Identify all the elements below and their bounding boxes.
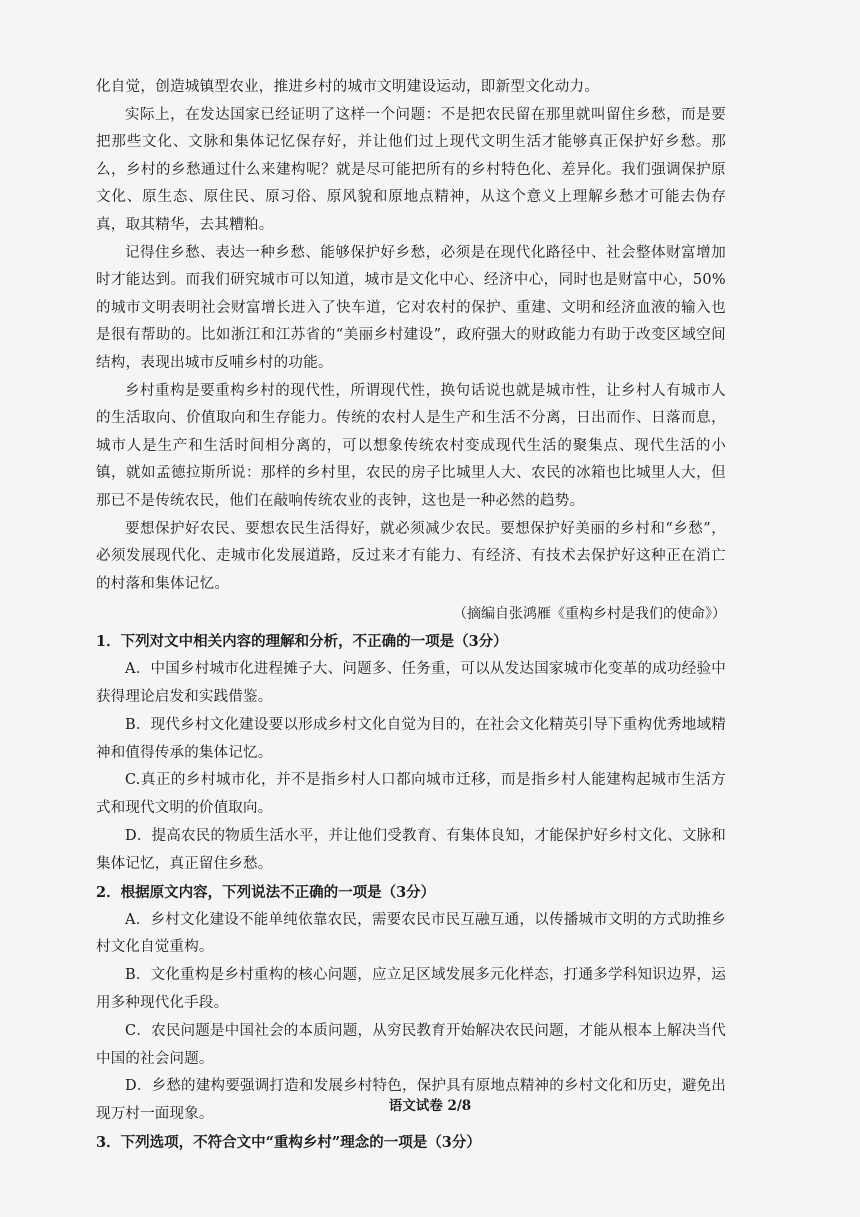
passage-paragraph: 实际上，在发达国家已经证明了这样一个问题：不是把农民留在那里就叫留住乡愁，而是要把那些文化、文脉和集体记忆保存好，并让他们过上现代文明生活才能够真正保护好乡愁。那么，乡村的乡愁通过什么来建构呢？就是尽可能把所有的乡村特色化、差异化。我们强调保护原文化、原生态、原住民、原习俗、原风貌和原地点精神，从这个意义上理解乡愁才可能去伪存真，取其精华，去其糟粕。 <box>96 106 726 233</box>
option-c: C.真正的乡村城市化，并不是指乡村人口都向城市迁移，而是指乡村人能建构起城市生活方式和现代文明的价值取向。 <box>96 772 726 817</box>
passage-paragraph: 化自觉，创造城镇型农业，推进乡村的城市文明建设运动，即新型文化动力。 <box>96 79 600 95</box>
option-a: A．乡村文化建设不能单纯依靠农民，需要农民市民互融互通，以传播城市文明的方式助推乡村文化自觉重构。 <box>96 911 726 956</box>
page-content <box>96 74 726 1157</box>
passage-paragraph: 记得住乡愁、表达一种乡愁、能够保护好乡愁，必须是在现代化路径中、社会整体财富增加时才能达到。而我们研究城市可以知道，城市是文化中心、经济中心，同时也是财富中心，50%的城市文明表明社会财富增长进入了快车道，它对农村的保护、重建、文明和经济血液的输入也是很有帮助的。比如浙江和江苏省的“美丽乡村建设”，政府强大的财政能力有助于改变区域空间结构，表现出城市反哺乡村的功能。 <box>96 244 726 371</box>
option-b: B．现代乡村文化建设要以形成乡村文化自觉为目的，在社会文化精英引导下重构优秀地域精神和值得传承的集体记忆。 <box>96 716 726 761</box>
question-stem: 1．下列对文中相关内容的理解和分析，不正确的一项是（3分） <box>96 633 508 651</box>
question-2 <box>96 879 726 1129</box>
question-1 <box>96 628 726 878</box>
question-stem: 2．根据原文内容，下列说法不正确的一项是（3分） <box>96 883 436 901</box>
option-d: D．乡愁的建构要强调打造和发展乡村特色，保护具有原地点精神的乡村文化和历史，避免出现万村一面现象。 <box>96 1078 726 1123</box>
option-a: A．中国乡村城市化进程摊子大、问题多、任务重，可以从发达国家城市化变革的成功经验中获得理论启发和实践借鉴。 <box>96 661 726 706</box>
passage-paragraph: 乡村重构是要重构乡村的现代性，所谓现代性，换句话说也就是城市性，让乡村人有城市人的生活取向、价值取向和生存能力。传统的农村人是生产和生活不分离，日出而作、日落而息，城市人是生产和生活时间相分离的，可以想象传统农村变成现代生活的聚集点、现代生活的小镇，就如孟德拉斯所说：那样的乡村里，农民的房子比城里人大、农民的冰箱也比城里人大，但那已不是传统农民，他们在敲响传统农业的丧钟，这也是一种必然的趋势。 <box>96 382 726 509</box>
option-c: C．农民问题是中国社会的本质问题，从穷民教育开始解决农民问题，才能从根本上解决当代中国的社会问题。 <box>96 1022 726 1067</box>
passage-source: （摘编自张鸿雁《重构乡村是我们的使命》） <box>453 606 726 623</box>
question-3 <box>96 1129 726 1157</box>
question-stem: 3．下列选项，不符合文中“重构乡村”理念的一项是（3分） <box>96 1134 481 1152</box>
option-b: B．文化重构是乡村重构的核心问题，应立足区域发展多元化样态，打通多学科知识边界，运用多种现代化手段。 <box>96 967 726 1012</box>
page-footer: 语文试卷 2/8 <box>388 1098 472 1114</box>
option-d: D．提高农民的物质生活水平，并让他们受教育、有集体良知，才能保护好乡村文化、文脉和集体记忆，真正留住乡愁。 <box>96 828 726 872</box>
passage-paragraph: 要想保护好农民、要想农民生活得好，就必须减少农民。要想保护好美丽的乡村和“乡愁”，必须发展现代化、走城市化发展道路，反过来才有能力、有经济、有技术去保护好这种正在消亡的村落和集体记忆。 <box>96 520 726 592</box>
